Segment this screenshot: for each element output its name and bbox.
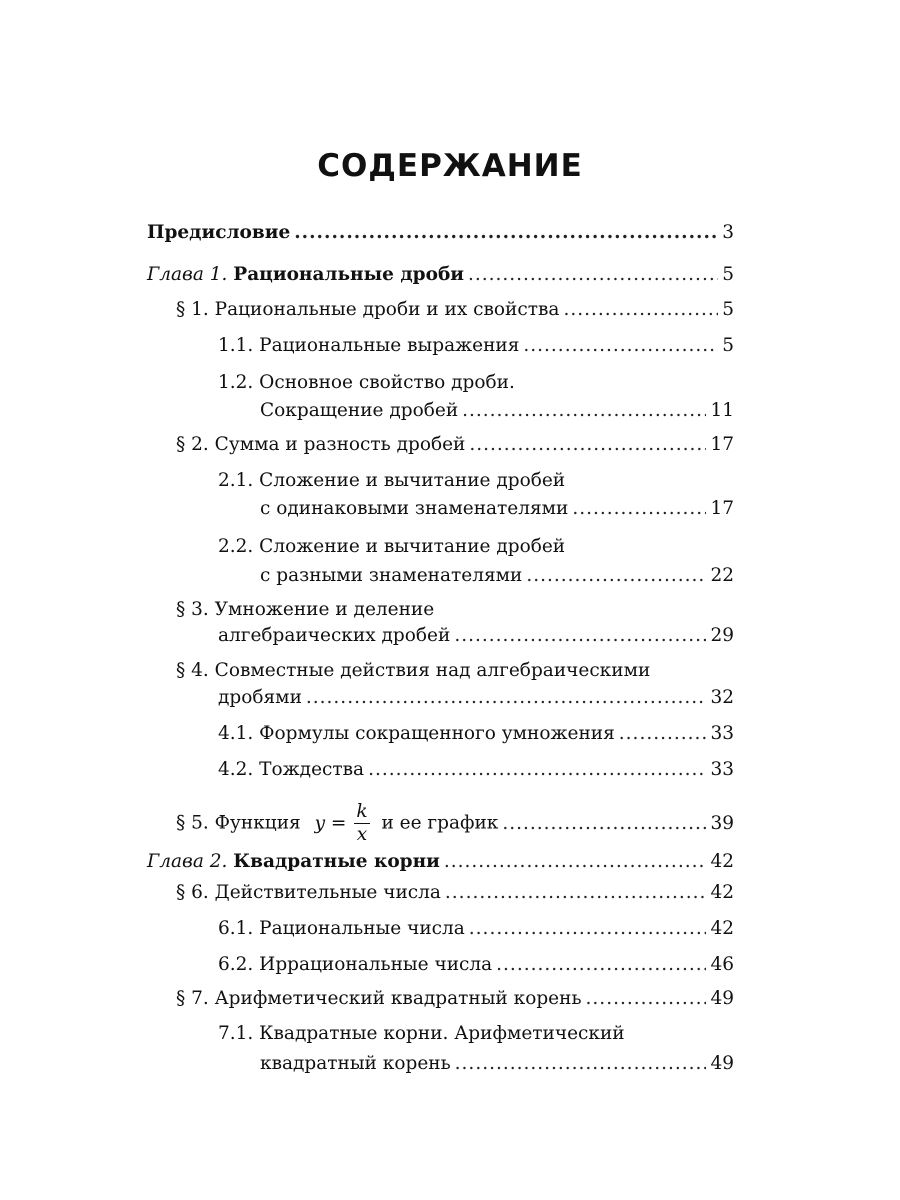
toc-entry-section-6	[176, 878, 734, 908]
toc-page-number: 49	[710, 988, 734, 1009]
toc-page-number: 42	[710, 918, 734, 939]
page-title: СОДЕРЖАНИЕ	[317, 148, 583, 184]
toc-entry-line: § 4. Совместные действия над алгебраическими	[176, 660, 651, 681]
toc-page-number: 5	[722, 335, 734, 356]
toc-page-number: 5	[722, 299, 734, 320]
toc-entry-section-4	[218, 683, 734, 713]
toc-entry-label: 1.1. Рациональные выражения	[218, 335, 520, 356]
toc-entry-label: 4.1. Формулы сокращенного умножения	[218, 723, 615, 744]
formula-fraction	[354, 801, 369, 846]
toc-entry-subsection-6-1	[218, 914, 734, 944]
toc-entry-label: § 1. Рациональные дроби и их свойства	[176, 299, 560, 320]
toc-entry-subsection-6-2	[218, 950, 734, 980]
toc-entry-label: § 6. Действительные числа	[176, 882, 441, 903]
toc-entry-line: 1.2. Основное свойство дроби.	[218, 372, 515, 393]
toc-entry-label: Рациональные дроби	[233, 264, 464, 285]
dot-leader	[502, 809, 706, 839]
dot-leader	[445, 878, 707, 908]
dot-leader	[454, 621, 706, 651]
toc-entry-label: алгебраических дробей	[218, 625, 451, 646]
dot-leader	[469, 430, 706, 460]
toc-entry-label: Предисловие	[147, 222, 291, 243]
dot-leader	[444, 847, 707, 877]
dot-leader	[462, 396, 706, 426]
dot-leader	[572, 494, 706, 524]
dot-leader	[619, 719, 707, 749]
toc-entry-subsection-4-2	[218, 755, 734, 785]
toc-page-number: 49	[710, 1053, 734, 1074]
toc-entry-subsection-1-2	[260, 396, 734, 426]
toc-page-number: 33	[710, 723, 734, 744]
toc-entry-label: § 5. Функция	[176, 812, 301, 834]
toc-entry-label: квадратный корень	[260, 1053, 451, 1074]
toc-page-number: 46	[710, 954, 734, 975]
toc-page-number: 3	[722, 222, 734, 243]
toc-entry-subsection-4-1	[218, 719, 734, 749]
toc-entry-label-suffix: и ее график	[381, 812, 499, 834]
toc-page-number: 29	[710, 625, 734, 646]
formula-y: y =	[314, 812, 347, 834]
chapter-number: Глава 1.	[147, 264, 228, 285]
toc-entry-label: дробями	[218, 687, 302, 708]
toc-entry-subsection-2-2	[260, 561, 734, 591]
toc-entry-preface	[147, 218, 734, 248]
toc-page-number: 22	[710, 565, 734, 586]
toc-entry-chapter-2	[147, 847, 734, 877]
toc-entry-section-7	[176, 984, 734, 1014]
toc-page-number: 5	[722, 264, 734, 285]
toc-page-number: 42	[710, 851, 734, 872]
toc-entry-section-2	[176, 430, 734, 460]
toc-entry-chapter-1	[147, 260, 734, 290]
toc-page-number: 42	[710, 882, 734, 903]
dot-leader	[469, 914, 707, 944]
toc-entry-subsection-2-1	[260, 494, 734, 524]
toc-entry-label: Сокращение дробей	[260, 400, 459, 421]
fraction-denominator: x	[356, 824, 368, 845]
dot-leader	[294, 218, 718, 248]
toc-entry-label: 4.2. Тождества	[218, 759, 365, 780]
toc-entry-label: с одинаковыми знаменателями	[260, 498, 569, 519]
toc-entry-label: с разными знаменателями	[260, 565, 523, 586]
toc-entry-line: 7.1. Квадратные корни. Арифметический	[218, 1023, 625, 1044]
dot-leader	[468, 260, 718, 290]
toc-page-number: 33	[710, 759, 734, 780]
toc-entry-section-3	[218, 621, 734, 651]
dot-leader	[523, 331, 718, 361]
toc-entry-line: § 3. Умножение и деление	[176, 599, 435, 620]
dot-leader	[526, 561, 706, 591]
toc-entry-label: 6.2. Иррациональные числа	[218, 954, 493, 975]
fraction-numerator: k	[356, 801, 368, 822]
dot-leader	[368, 755, 706, 785]
chapter-number: Глава 2.	[147, 851, 228, 872]
toc-entry-label: 6.1. Рациональные числа	[218, 918, 465, 939]
toc-page-number: 17	[710, 498, 734, 519]
toc-page-number: 32	[710, 687, 734, 708]
toc-entry-label: Квадратные корни	[233, 851, 440, 872]
dot-leader	[496, 950, 706, 980]
toc-entry-section-1	[176, 295, 734, 325]
toc-entry-subsection-1-1	[218, 331, 734, 361]
toc-entry-line: 2.1. Сложение и вычитание дробей	[218, 470, 566, 491]
toc-entry-line: 2.2. Сложение и вычитание дробей	[218, 536, 566, 557]
dot-leader	[306, 683, 707, 713]
dot-leader	[455, 1049, 707, 1079]
toc-entry-subsection-7-1	[260, 1049, 734, 1079]
toc-entry-label: § 2. Сумма и разность дробей	[176, 434, 466, 455]
toc-entry-label: § 7. Арифметический квадратный корень	[176, 988, 582, 1009]
dot-leader	[563, 295, 718, 325]
toc-page-number: 17	[710, 434, 734, 455]
toc-page-number: 39	[710, 812, 734, 834]
toc-page-number: 11	[710, 400, 734, 421]
dot-leader	[586, 984, 707, 1014]
toc-entry-section-5	[176, 801, 734, 846]
